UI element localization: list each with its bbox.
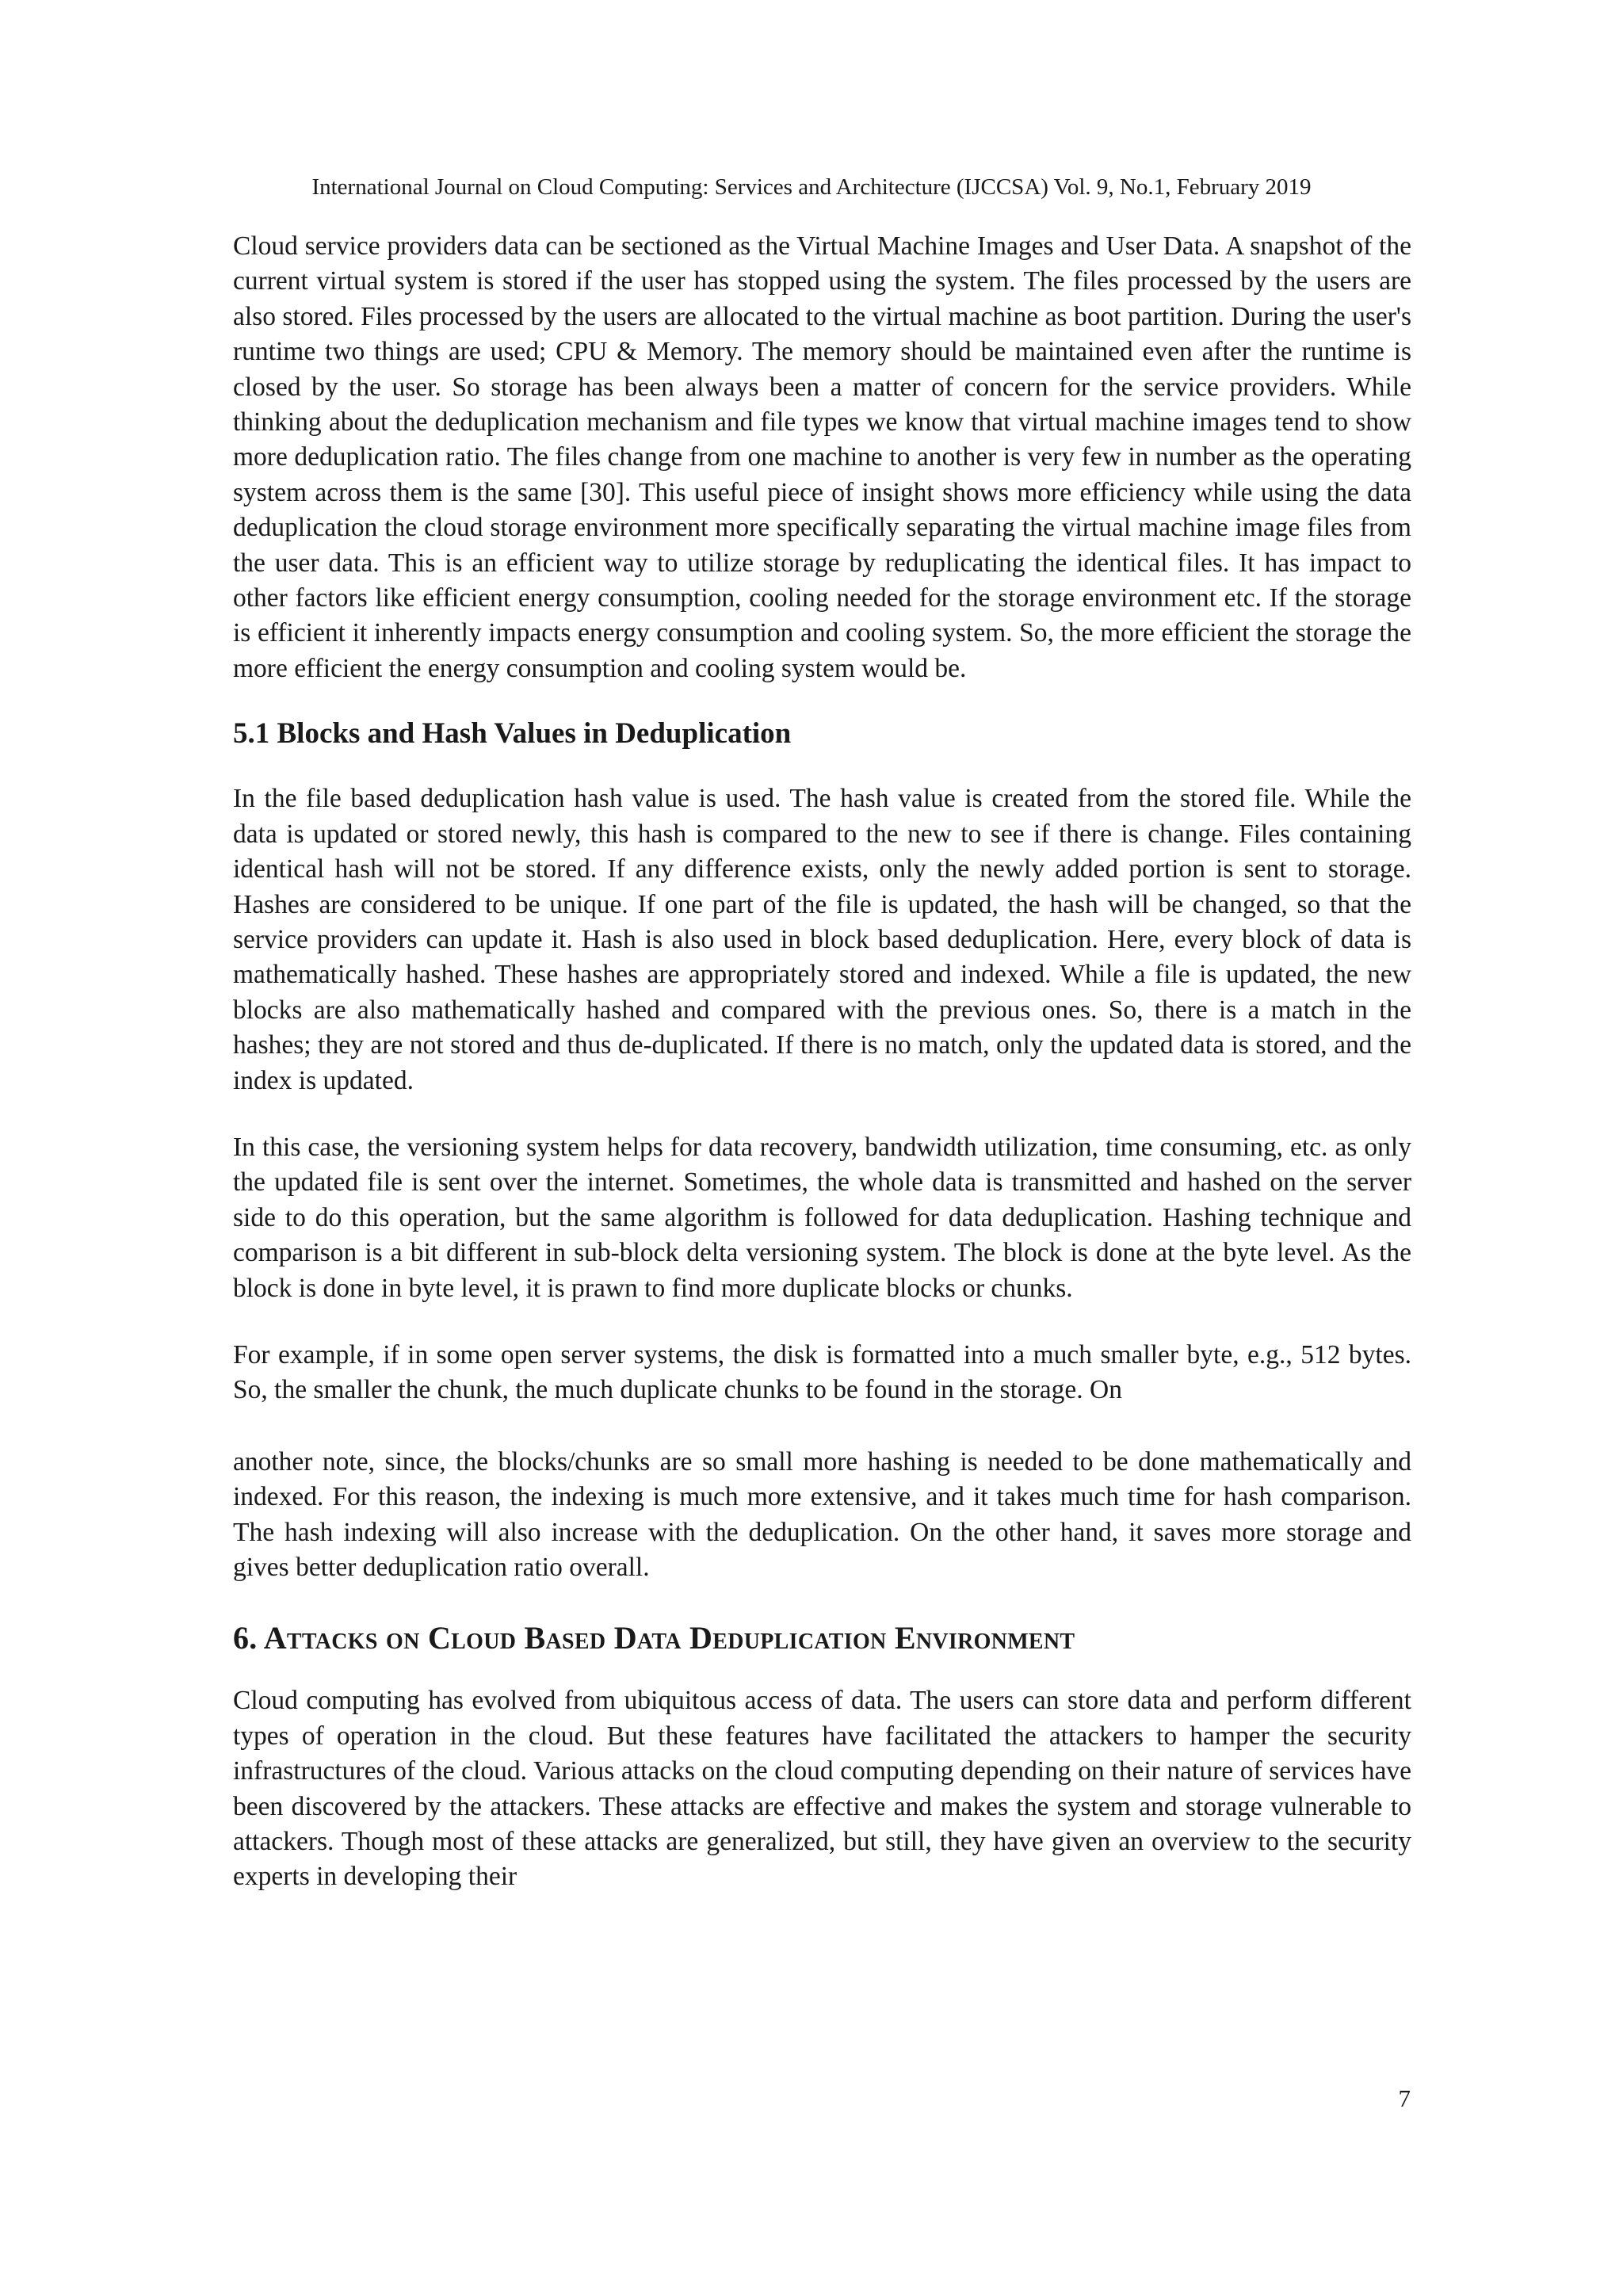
paragraph-versioning-system: In this case, the versioning system helps for data recovery, bandwidth utilization, time consuming, etc. as only the updated file is sent over the internet. Sometimes, the whole data is transmitted and hashed on the server side to do this operation, but the same algorithm is followed for data deduplication. Hashing technique and comparison is a bit different in sub-block delta versioning system. The block is done at the byte level. As the block is done in byte level, it is prawn to find more duplicate blocks or chunks.: [233, 1132, 1411, 1303]
paragraph-small-chunks-hashing: another note, since, the blocks/chunks are so small more hashing is needed to be done mathematically and indexed. For this reason, the indexing is much more extensive, and it takes much time for hash comparison. The hash indexing will also increase with the deduplication. On the other hand, it saves more storage and gives better deduplication ratio overall.: [233, 1446, 1411, 1582]
page-number: 7: [1398, 2084, 1411, 2112]
paragraph-cloud-attacks: Cloud computing has evolved from ubiquitous access of data. The users can store data and perform different types of operation in the cloud. But these features have facilitated the attackers to hamper the security infrastructures of the cloud. Various attacks on the cloud computing depending on their nature of services have been discovered by the attackers. These attacks are effective and makes the system and storage vulnerable to attackers. Though most of these attacks are generalized, but still, they have given an overview to the security experts in developing their: [233, 1686, 1411, 1892]
section-heading-5-1: 5.1 Blocks and Hash Values in Deduplication: [233, 717, 792, 751]
paragraph-virtual-machine-images: Cloud service providers data can be sectioned as the Virtual Machine Images and User Data. A snapshot of the current virtual system is stored if the user has stopped using the system. The files processed by the users are also stored. Files processed by the users are allocated to the virtual machine as boot partition. During the user's runtime two things are used; CPU & Memory. The memory should be maintained even after the runtime is closed by the user. So storage has been always been a matter of concern for the service providers. While thinking about the deduplication mechanism and file types we know that virtual machine images tend to show more deduplication ratio. The files change from one machine to another is very few in number as the operating system across them is the same [30]. This useful piece of insight shows more efficiency while using the data deduplication the cloud storage environment more specifically separating the virtual machine image files from the user data. This is an efficient way to utilize storage by reduplicating the identical files. It has impact to other factors like efficient energy consumption, cooling needed for the storage environment etc. If the storage is efficient it inherently impacts energy consumption and cooling system. So, the more efficient the storage the more efficient the energy consumption and cooling system would be.: [233, 231, 1411, 683]
paragraph-example-512-bytes: For example, if in some open server systems, the disk is formatted into a much smaller byte, e.g., 512 bytes. So, the smaller the chunk, the much duplicate chunks to be found in the storage. On: [233, 1339, 1411, 1405]
running-header: International Journal on Cloud Computing: Services and Architecture (IJCCSA) Vol. 9, No.1, February 2019: [311, 174, 1312, 200]
section-heading-6: 6. Attacks on Cloud Based Data Deduplication Environment: [233, 1620, 1075, 1656]
page-body: [233, 229, 1411, 1895]
paragraph-file-based-hash: In the file based deduplication hash value is used. The hash value is created from the stored file. While the data is updated or stored newly, this hash is compared to the new to see if there is change. Files containing identical hash will not be stored. If any difference exists, only the newly added portion is sent to storage. Hashes are considered to be unique. If one part of the file is updated, the hash will be changed, so that the service providers can update it. Hash is also used in block based deduplication. Here, every block of data is mathematically hashed. These hashes are appropriately stored and indexed. While a file is updated, the new blocks are also mathematically hashed and compared with the previous ones. So, there is a match in the hashes; they are not stored and thus de-duplicated. If there is no match, only the updated data is stored, and the index is updated.: [233, 784, 1411, 1095]
